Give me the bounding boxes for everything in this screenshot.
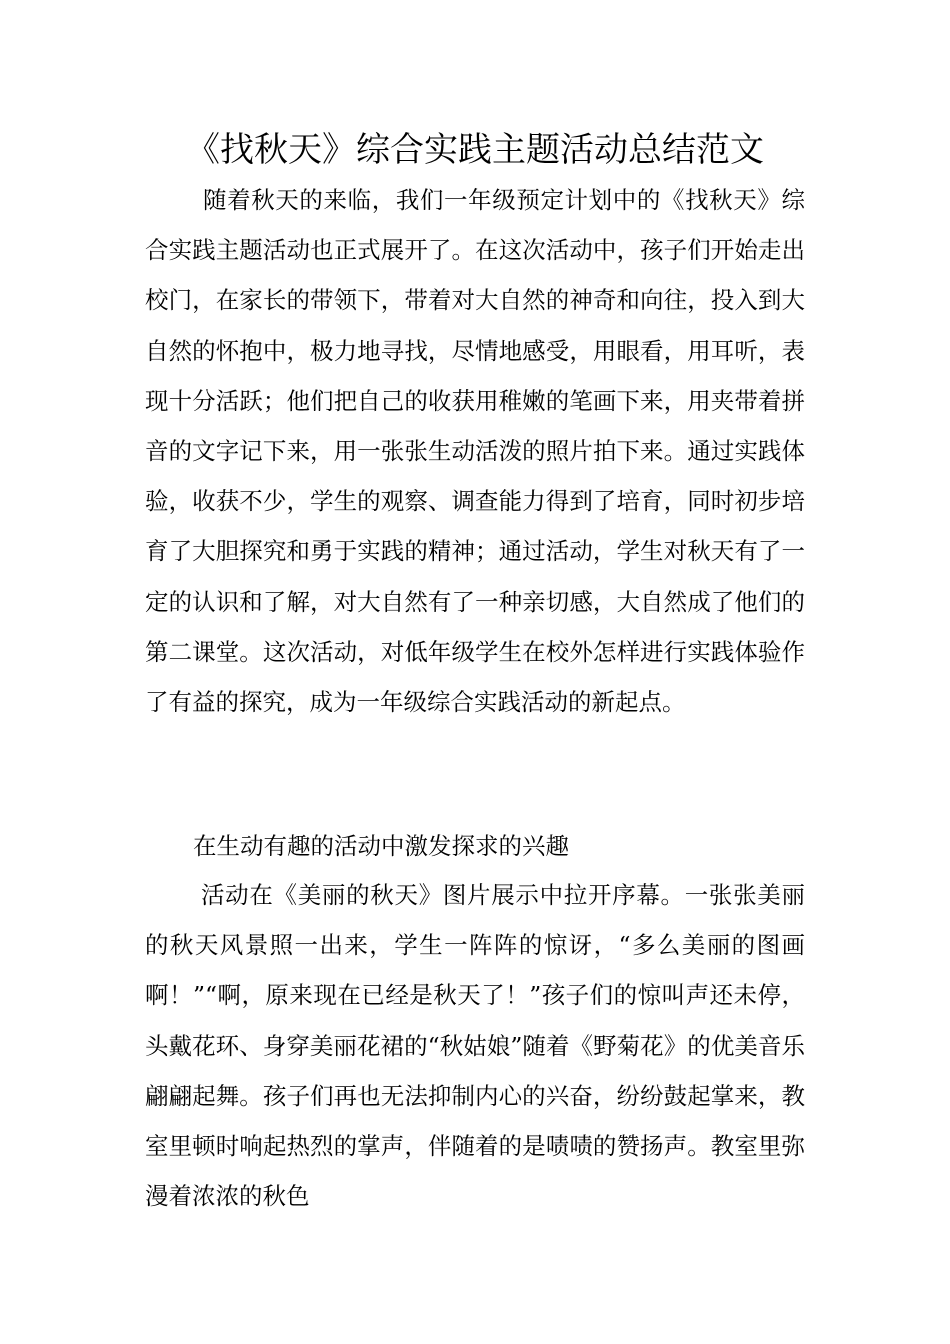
section-heading: 在生动有趣的活动中激发探求的兴趣 xyxy=(193,832,569,860)
body-paragraph-intro: 随着秋天的来临，我们一年级预定计划中的《找秋天》综合实践主题活动也正式展开了。在这次活动中，孩子们开始走出校门，在家长的带领下，带着对大自然的神奇和向往，投入到大自然的怀抱中，极力地寻找，尽情地感受，用眼看，用耳听，表现十分活跃；他们把自己的收获用稚嫩的笔画下来，用夹带着拼音的文字记下来，用一张张生动活泼的照片拍下来。通过实践体验，收获不少，学生的观察、调查能力得到了培育，同时初步培育了大胆探究和勇于实践的精神；通过活动，学生对秋天有了一定的认识和了解，对大自然有了一种亲切感，大自然成了他们的第二课堂。这次活动，对低年级学生在校外怎样进行实践体验作了有益的探究，成为一年级综合实践活动的新起点。 xyxy=(145,186,805,717)
body-paragraph-activity: 活动在《美丽的秋天》图片展示中拉开序幕。一张张美丽的秋天风景照一出来，学生一阵阵的惊讶，“多么美丽的图画啊！”“啊，原来现在已经是秋天了！”孩子们的惊叫声还未停，头戴花环、身穿美丽花裙的“秋姑娘”随着《野菊花》的优美音乐翩翩起舞。孩子们再也无法抑制内心的兴奋，纷纷鼓起掌来，教室里顿时响起热烈的掌声，伴随着的是啧啧的赞扬声。教室里弥漫着浓浓的秋色 xyxy=(145,881,805,1211)
document-title: 《找秋天》综合实践主题活动总结范文 xyxy=(186,130,764,170)
